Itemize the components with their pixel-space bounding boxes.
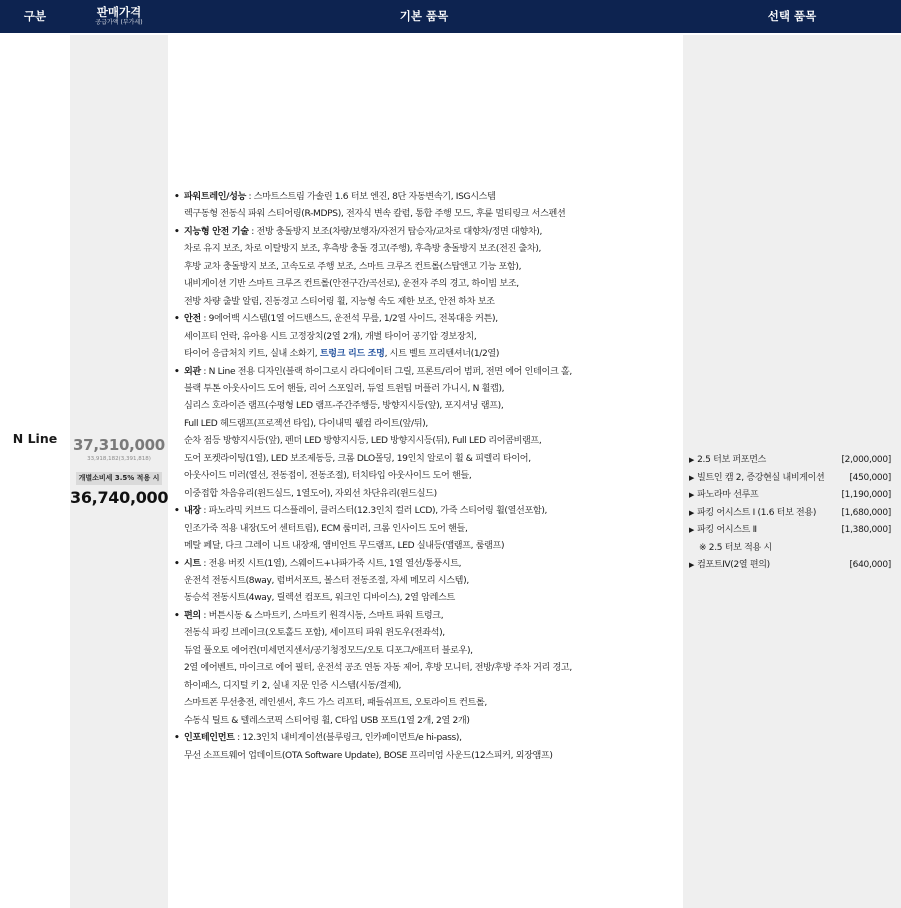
header-option-label: 선택 품목 <box>767 9 817 23</box>
option-item <box>689 557 891 575</box>
bullet-icon: • <box>174 733 180 744</box>
feature-line <box>184 573 674 590</box>
feature-text: 심리스 호라이즌 램프(수평형 LED 램프-주간주행등, 방향지시등(앞), 포지셔닝 램프), <box>184 401 504 412</box>
feature-line <box>184 276 674 293</box>
feature-line <box>184 189 674 206</box>
feature-text: 순차 점등 방향지시등(앞), 펜더 LED 방향지시등, LED 방향지시등(뒤), Full LED 리어콤비램프, <box>184 436 542 447</box>
bullet-icon: • <box>174 506 180 517</box>
feature-group <box>174 189 674 224</box>
feature-text: 인조가죽 적용 내장(도어 센터트림), ECM 룸미러, 크롬 인사이드 도어 핸들, <box>184 523 468 534</box>
option-name <box>689 470 824 488</box>
feature-line <box>184 416 674 433</box>
header-option <box>683 0 901 33</box>
feature-line <box>184 556 674 573</box>
option-price: [1,380,000] <box>841 525 891 535</box>
feature-text: : 12.3인치 내비게이션(블루링크, 인카페이먼트/e hi-pass), <box>234 733 462 744</box>
feature-text: 내비게이션 기반 스마트 크루즈 컨트롤(안전구간/곡선로), 운전자 주의 경고, 하이빔 보조, <box>184 279 519 290</box>
feature-text: : 스마트스트림 가솔린 1.6 터보 엔진, 8단 자동변속기, ISG시스템 <box>246 192 496 202</box>
header-price <box>70 0 168 33</box>
feature-group <box>174 364 674 504</box>
bullet-icon: • <box>174 226 180 237</box>
feature-line <box>184 643 674 660</box>
feature-text: 운전석 전동시트(8way, 럼버서포트, 볼스터 전동조절, 자세 메모리 시스템), <box>184 575 469 586</box>
option-name <box>689 522 757 540</box>
feature-line <box>184 713 674 730</box>
option-name <box>689 487 758 505</box>
feature-text: 이중접합 차음유리(윈드실드, 1열도어), 자외선 차단유리(윈드실드) <box>184 488 437 499</box>
feature-group <box>174 224 674 311</box>
option-item <box>689 522 891 540</box>
option-list <box>689 452 891 575</box>
supply-price: 33,918,182(3,391,818) <box>87 456 151 462</box>
feature-line <box>184 433 674 450</box>
feature-text: 무선 소프트웨어 업데이트(OTA Software Update), BOSE 프리미엄 사운드(12스피커, 외장앰프) <box>184 750 553 761</box>
feature-text: 수동식 틸트 & 텔레스코픽 스티어링 휠, C타입 USB 포트(1열 2개, 2열 2개) <box>184 715 470 726</box>
bullet-icon: • <box>174 558 180 569</box>
header-basic <box>168 0 680 33</box>
feature-line <box>184 521 674 538</box>
feature-line <box>184 398 674 415</box>
bullet-icon: • <box>174 314 180 325</box>
feature-text: Full LED 헤드램프(프로젝션 타입), 다이내믹 웰컴 라이트(앞/뒤), <box>184 418 428 429</box>
option-item <box>689 470 891 488</box>
feature-text: 전동식 파킹 브레이크(오토홀드 포함), 세이프티 파워 윈도우(전좌석), <box>184 628 445 639</box>
feature-text: 하이패스, 디지털 키 2, 실내 지문 인증 시스템(시동/결제), <box>184 680 402 691</box>
feature-highlight: 트렁크 리드 조명 <box>319 349 385 360</box>
bullet-icon: • <box>174 366 180 377</box>
option-name-text: 파노라마 선루프 <box>697 490 759 500</box>
feature-line <box>184 468 674 485</box>
price-block <box>70 436 168 509</box>
feature-text: 2열 에어벤트, 마이크로 에어 필터, 운전석 공조 연동 자동 제어, 후방 모니터, 전방/후방 주차 거리 경고, <box>184 663 572 674</box>
feature-line <box>184 329 674 346</box>
option-name <box>689 505 816 523</box>
feature-category: 외관 <box>184 366 201 377</box>
feature-text: 아웃사이드 미러(열선, 전동접이, 전동조절), 터치타입 아웃사이드 도어 핸들, <box>184 471 472 482</box>
feature-line <box>184 486 674 503</box>
feature-group <box>174 608 674 730</box>
triangle-icon: ▶ <box>689 456 695 464</box>
feature-line <box>184 241 674 258</box>
feature-text: 전방 차량 출발 알림, 진동경고 스티어링 휠, 지능형 속도 제한 보조, 안전 하차 보조 <box>184 296 495 307</box>
bullet-icon: • <box>174 610 180 621</box>
feature-group <box>174 556 674 608</box>
feature-line <box>184 381 674 398</box>
feature-line <box>184 695 674 712</box>
feature-text: 스마트폰 무선충전, 레인센서, 후드 가스 리프터, 패들쉬프트, 오토라이트 컨트롤, <box>184 698 487 709</box>
option-name <box>689 452 766 470</box>
trim-name: N Line <box>12 431 58 446</box>
option-item <box>689 487 891 505</box>
feature-text: 블랙 투톤 아웃사이드 도어 핸들, 리어 스포일러, 듀얼 트윈팁 머플러 가니시, N 휠캡), <box>184 383 505 394</box>
triangle-icon: ▶ <box>689 526 695 534</box>
feature-text: 세이프티 언락, 유아용 시트 고정장치(2열 2개), 개별 타이어 공기압 경보장치, <box>184 331 477 342</box>
option-item <box>689 452 891 470</box>
feature-text: 후방 교차 충돌방지 보조, 고속도로 주행 보조, 스마트 크루즈 컨트롤(스탑앤고 기능 포함), <box>184 261 522 272</box>
option-name <box>689 557 770 575</box>
feature-group <box>174 311 674 363</box>
header-gubun-label: 구분 <box>23 9 47 23</box>
triangle-icon: ▶ <box>689 561 695 569</box>
option-price: [640,000] <box>849 560 891 570</box>
feature-text: 렉구동형 전동식 파워 스티어링(R-MDPS), 전자식 변속 칼럼, 통합 주행 모드, 후륜 멀티링크 서스펜션 <box>184 209 566 220</box>
feature-text: 동승석 전동시트(4way, 릴렉션 컴포트, 워크인 디바이스), 2열 암레스트 <box>184 593 455 604</box>
feature-category: 편의 <box>184 610 201 621</box>
option-name-text: 파킹 어시스트 Ⅰ (1.6 터보 전용) <box>697 507 817 518</box>
feature-line <box>184 608 674 625</box>
triangle-icon: ▶ <box>689 508 695 517</box>
header-price-sub: 공급가액 (부가세) <box>95 19 143 26</box>
feature-category: 내장 <box>184 506 201 517</box>
feature-line <box>184 748 674 765</box>
option-item <box>689 505 891 523</box>
feature-category: 지능형 안전 기술 <box>184 226 249 237</box>
feature-text: 메탈 페달, 다크 그레이 니트 내장재, 앰비언트 무드램프, LED 실내등(맵램프, 룸램프) <box>184 541 505 552</box>
option-name-text: 파킹 어시스트 Ⅱ <box>697 525 757 535</box>
feature-text: : N Line 전용 디자인(블랙 하이그로시 라디에이터 그릴, 프론트/리어 범퍼, 전면 에어 인테이크 홀, <box>200 366 572 377</box>
basic-feature-list <box>174 189 674 765</box>
option-price: [1,190,000] <box>841 490 891 500</box>
tax-badge: 개별소비세 3.5% 적용 시 <box>76 472 163 485</box>
tax-applied-price: 36,740,000 <box>70 488 169 507</box>
bullet-icon: • <box>174 192 180 202</box>
feature-text: 차로 유지 보조, 차로 이탈방지 보조, 후측방 충돌 경고(주행), 후측방 충돌방지 보조(전진 출차), <box>184 244 542 255</box>
feature-line <box>184 678 674 695</box>
feature-text: : 전방 충돌방지 보조(차량/보행자/자전거 탑승자/교차로 대향차/정면 대향차), <box>248 226 543 237</box>
triangle-icon: ▶ <box>689 473 695 482</box>
option-note: ※ 2.5 터보 적용 시 <box>699 542 772 553</box>
option-price: [1,680,000] <box>841 507 891 518</box>
feature-line <box>184 503 674 520</box>
feature-text: : 버튼시동 & 스마트키, 스마트키 원격시동, 스마트 파워 트렁크, <box>200 610 444 621</box>
feature-text: : 파노라믹 커브드 디스플레이, 클러스터(12.3인치 컬러 LCD), 가죽 스티어링 휠(열선포함), <box>200 506 548 517</box>
feature-line <box>184 294 674 311</box>
option-price: [2,000,000] <box>841 455 891 465</box>
header-gubun <box>0 0 70 33</box>
feature-text: 도어 포켓라이팅(1열), LED 보조제동등, 크롬 DLO몰딩, 19인치 알로이 휠 & 피렐리 타이어, <box>184 453 531 464</box>
feature-group <box>174 730 674 765</box>
feature-line <box>184 451 674 468</box>
feature-group <box>174 503 674 555</box>
feature-text: : 9에어백 시스템(1열 어드밴스드, 운전석 무릎, 1/2열 사이드, 전복대응 커튼), <box>200 314 498 325</box>
feature-text: 듀얼 풀오토 에어컨(미세먼지센서/공기청정모드/오토 디포그/애프터 블로우), <box>184 645 473 656</box>
feature-text: , 시트 벨트 프리텐셔너(1/2열) <box>384 349 500 360</box>
feature-category: 파워트레인/성능 <box>184 192 247 202</box>
feature-line <box>184 660 674 677</box>
feature-line <box>184 346 674 363</box>
feature-line <box>184 730 674 747</box>
feature-category: 시트 <box>184 558 201 569</box>
feature-text: 타이어 응급처치 키트, 실내 소화기, <box>184 349 320 360</box>
option-name-text: 2.5 터보 퍼포먼스 <box>697 455 766 465</box>
feature-line <box>184 259 674 276</box>
table-header <box>0 0 901 33</box>
feature-text: : 전용 버킷 시트(1열), 스웨이드+나파가죽 시트, 1열 열선/통풍시트, <box>200 558 462 569</box>
header-basic-label: 기본 품목 <box>399 9 449 23</box>
feature-line <box>184 364 674 381</box>
gubun-column <box>0 35 70 908</box>
header-price-label: 판매가격 <box>96 5 142 19</box>
option-name-text: 빌트인 캠 2, 증강현실 내비게이션 <box>697 472 825 483</box>
option-name-text: 컴포트Ⅳ(2열 편의) <box>697 560 770 570</box>
sale-price: 37,310,000 <box>73 436 165 454</box>
feature-line <box>184 311 674 328</box>
feature-line <box>184 538 674 555</box>
feature-category: 인포테인먼트 <box>184 733 235 744</box>
triangle-icon: ▶ <box>689 491 695 499</box>
feature-line <box>184 590 674 607</box>
option-price: [450,000] <box>849 472 891 483</box>
feature-line <box>184 206 674 223</box>
feature-category: 안전 <box>184 314 201 325</box>
feature-line <box>184 625 674 642</box>
feature-line <box>184 224 674 241</box>
